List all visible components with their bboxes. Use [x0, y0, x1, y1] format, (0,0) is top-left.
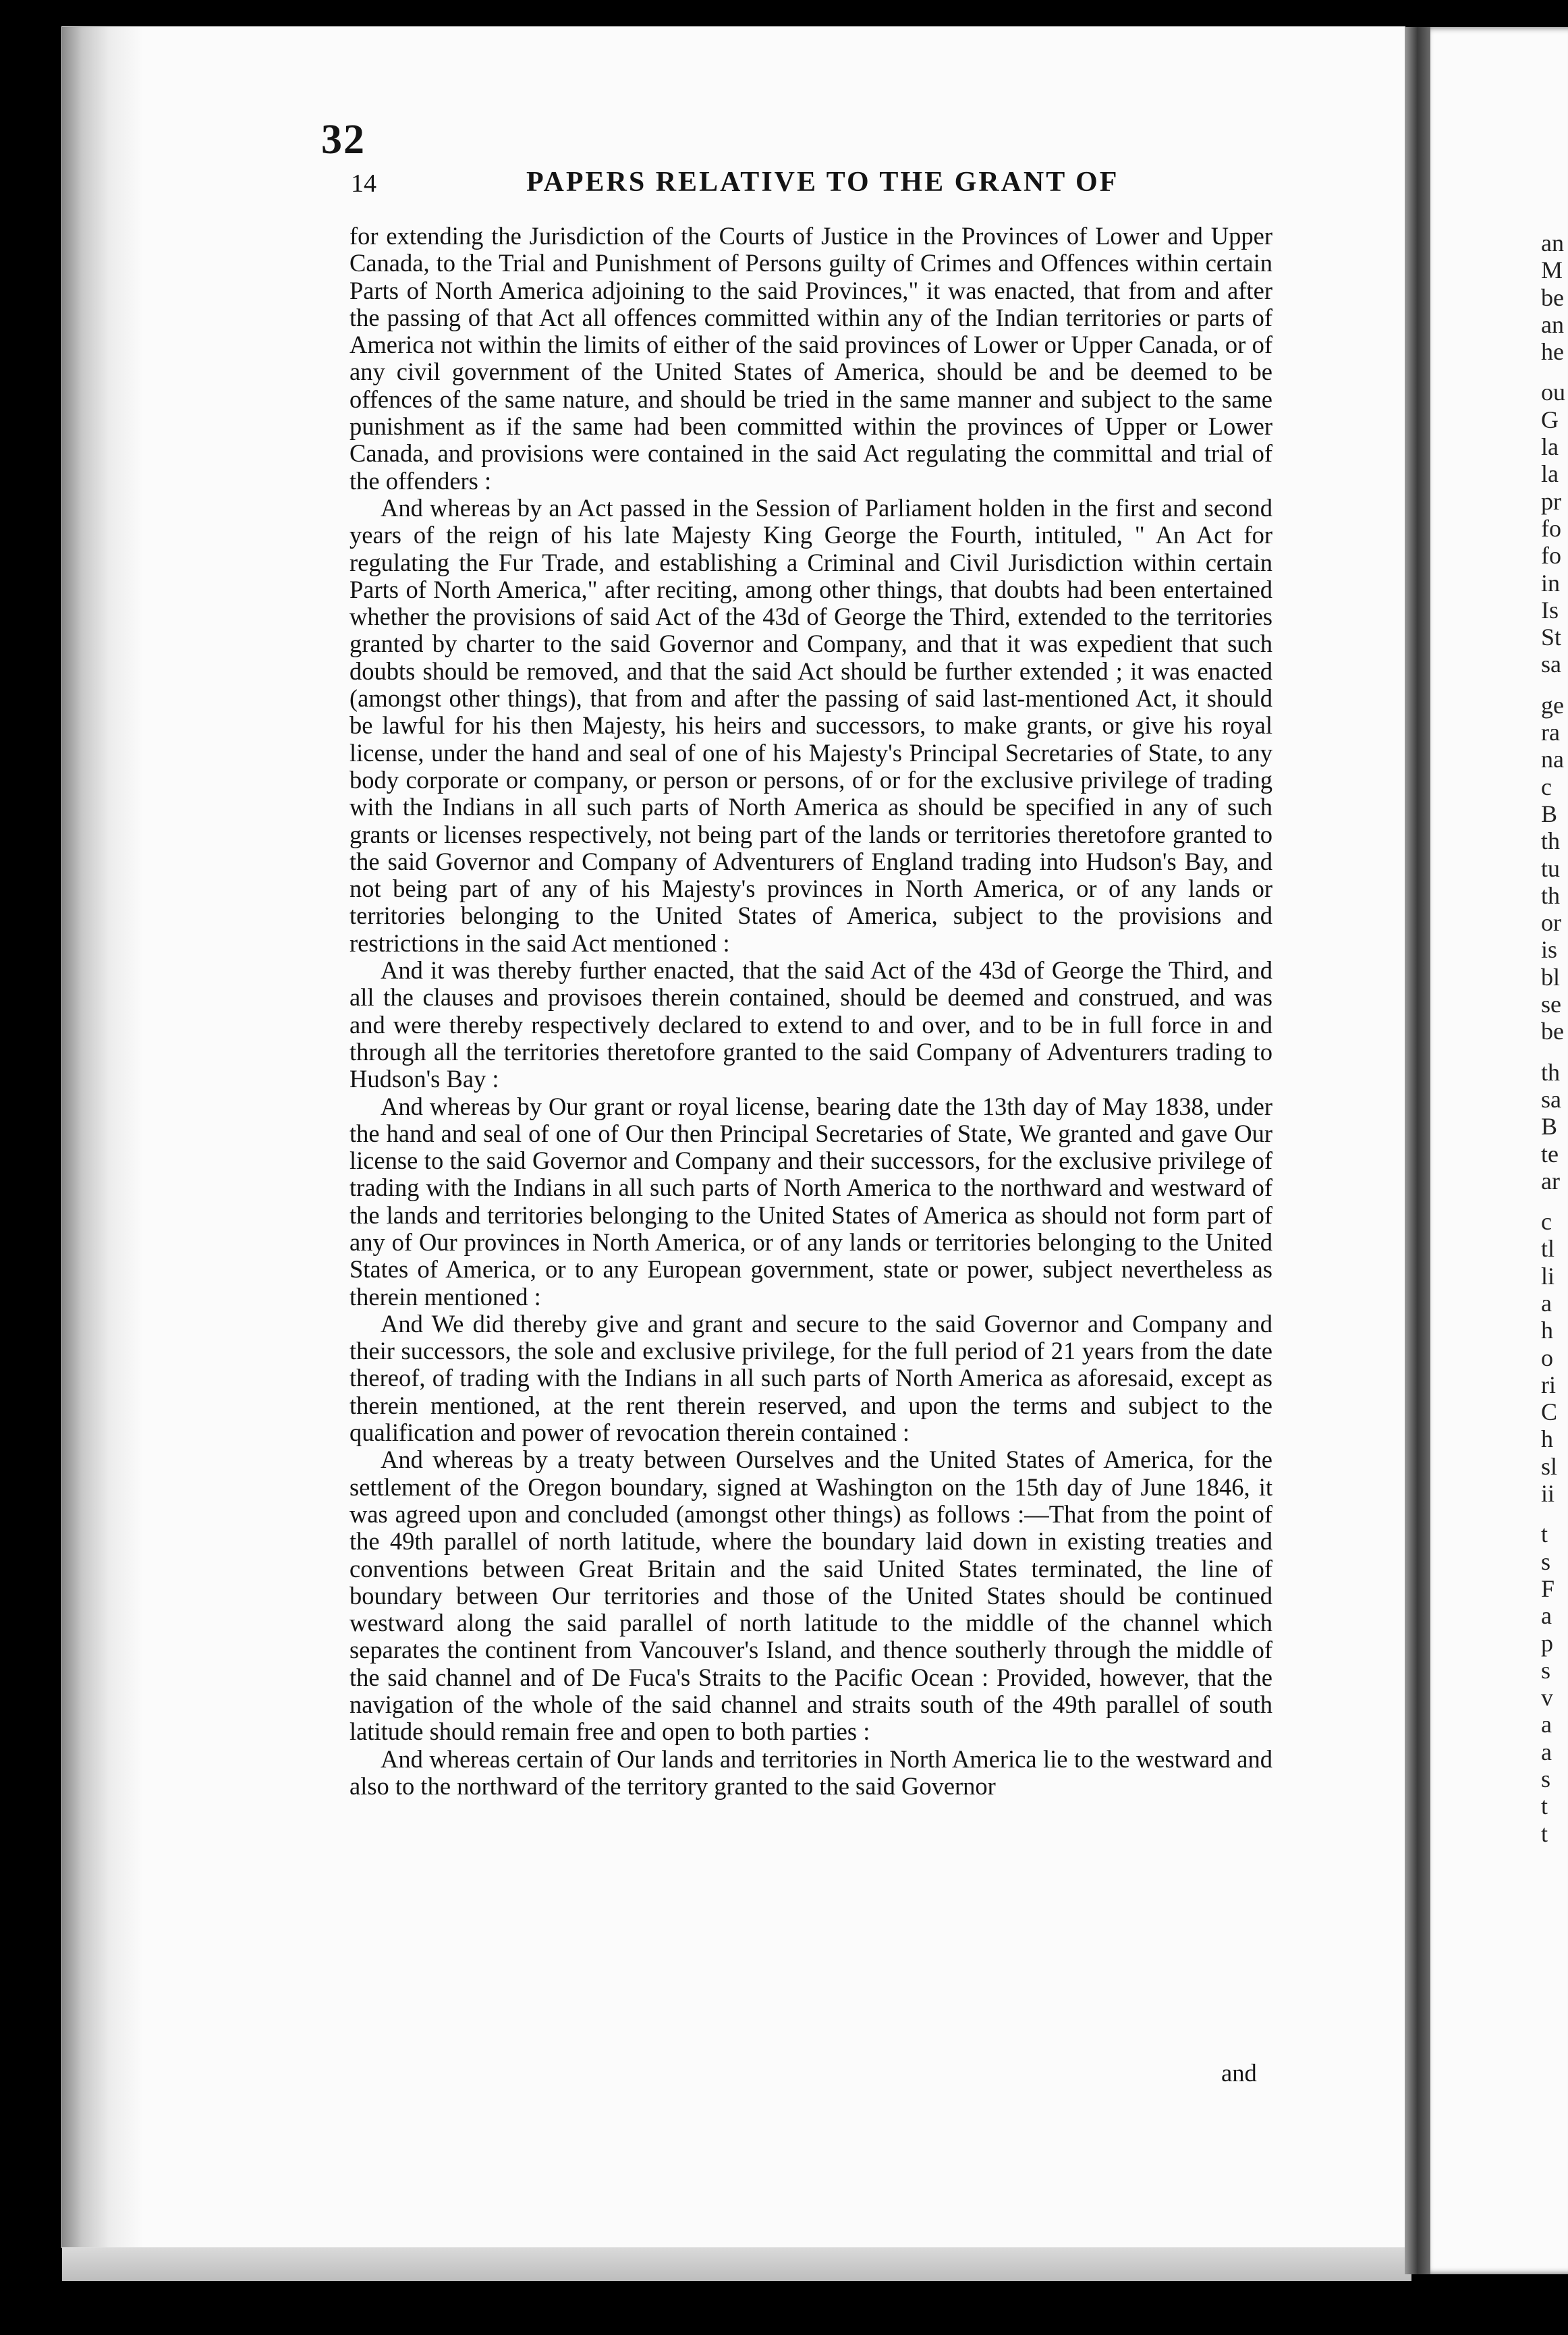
facing-page-text-fragments [1541, 229, 1568, 1847]
facing-page-fragment: t [1541, 1520, 1548, 1548]
facing-page-fragment: fo [1541, 542, 1561, 570]
body-text [349, 223, 1272, 1800]
facing-page-fragment: an [1541, 229, 1564, 256]
facing-page-fragment: tu [1541, 854, 1561, 882]
facing-page-fragment: in [1541, 569, 1561, 597]
facing-page-fragment: ii [1541, 1480, 1555, 1508]
facing-page-fragment: a [1541, 1602, 1552, 1630]
facing-page-fragment: B [1541, 1113, 1558, 1141]
facing-page-fragment: t [1541, 1819, 1548, 1847]
catchword: and [1221, 2059, 1257, 2087]
facing-page-fragment: la [1541, 433, 1559, 461]
facing-page-fragment: h [1541, 1425, 1553, 1453]
facing-page-fragment: se [1541, 991, 1561, 1018]
facing-page-fragment: te [1541, 1140, 1559, 1168]
running-head: PAPERS RELATIVE TO THE GRANT OF [526, 167, 1119, 198]
facing-page-fragment: an [1541, 310, 1564, 338]
facing-page-fragment: Is [1541, 596, 1559, 624]
facing-page-fragment: th [1541, 827, 1561, 855]
facing-page-fragment: t [1541, 1792, 1548, 1820]
facing-page-fragment: pr [1541, 487, 1561, 515]
facing-page-fragment: c [1541, 773, 1552, 800]
facing-page-fragment: p [1541, 1629, 1553, 1657]
paragraph: And whereas by a treaty between Ourselves and the United States of America, for the settlement of the Oregon boundary, signed at Washington on the 15th day of June 1846, it was agreed upon and concluded (amongst other things) as follows :—That from the point of the 49th parallel of north latitude, where the boundary laid down in existing treaties and conventions between Great Britain and the said United States terminated, the line of boundary between Our territories and those of the United States should be continued westward along the said parallel of north latitude to the middle of the channel which separates the continent from Vancouver's Island, and thence southerly through the middle of the said channel and of De Fuca's Straits to the Pacific Ocean : Provided, however, that the navigation of the whole of the said channel and straits south of the 49th parallel of south latitude should remain free and open to both parties : [349, 1446, 1272, 1746]
facing-page-fragment: s [1541, 1547, 1551, 1575]
paragraph: And whereas by an Act passed in the Session of Parliament holden in the first and second years of the reign of his late Majesty King George the Fourth, intituled, " An Act for regulating the Fur Trade, and establishing a Criminal and Civil Jurisdiction within certain Parts of North America," after reciting, among other things, that doubts had been entertained whether the provisions of said Act of the 43d of George the Third, extended to the territories granted by charter to the said Governor and Company, and that it was expedient that such doubts should be removed, and that the said Act should be further extended ; it was enacted (amongst other things), that from and after the passing of said last-mentioned Act, it should be lawful for his then Majesty, his heirs and successors, to make grants, or give his royal license, under the hand and seal of one of his Majesty's Principal Secretaries of State, to any body corporate or company, or person or persons, of or for the exclusive privilege of trading with the Indians in all such parts of North America as should be specified in any of such grants or licenses respectively, not being part of the lands or territories theretofore granted to the said Governor and Company of Adventurers of England trading into Hudson's Bay, and not being part of any of his Majesty's provinces in North America, or of any lands or territories belonging to the United States of America, subject to the provisions and restrictions in the said Act mentioned : [349, 493, 1272, 957]
facing-page-fragment: sl [1541, 1452, 1558, 1480]
facing-page-fragment: na [1541, 746, 1564, 773]
facing-page-fragment: St [1541, 624, 1562, 651]
facing-page-fragment: h [1541, 1317, 1553, 1344]
paragraph: for extending the Jurisdiction of the Courts of Justice in the Provinces of Lower and Upper Canada, to the Trial and Punishment of Persons guilty of Crimes and Offences within certain Parts of North America adjoining to the said Provinces," it was enacted, that from and after the passing of that Act all offences committed within any of the Indian territories or parts of America not within the limits of either of the said provinces of Lower or Upper Canada, or of any civil government of the United States of America, should be and be deemed to be offences of the same nature, and should be tried in the same manner and subject to the same punishment as if the same had been committed within the provinces of Upper or Lower Canada, and provisions were contained in the said Act regulating the committal and trial of the offenders : [349, 222, 1272, 495]
facing-page-fragment: sa [1541, 1085, 1561, 1113]
paragraph: And whereas certain of Our lands and territories in North America lie to the westward and also to the northward of the territory granted to the said Governor [349, 1745, 1272, 1800]
facing-page-fragment: sa [1541, 651, 1561, 678]
facing-page-fragment: B [1541, 800, 1558, 827]
facing-page-fragment: la [1541, 460, 1559, 488]
facing-page-fragment: C [1541, 1398, 1558, 1426]
facing-page-fragment [1541, 365, 1568, 379]
facing-page-fragment [1541, 1045, 1568, 1059]
facing-page-fragment: a [1541, 1289, 1552, 1317]
facing-page-fragment: a [1541, 1711, 1552, 1738]
facing-page-fragment: ar [1541, 1167, 1560, 1194]
facing-page-fragment: o [1541, 1344, 1553, 1371]
facing-page-fragment: tl [1541, 1235, 1555, 1263]
paragraph: And whereas by Our grant or royal license, bearing date the 13th day of May 1838, under the hand and seal of one of Our then Principal Secretaries of State, We granted and gave Our license to the said Governor and Company and their successors, for the exclusive privilege of trading with the Indians in all such parts of North America to the northward and westward of the lands and territories belonging to the United States of America as should not form part of any of Our provinces in North America, or of any lands or territories belonging to the United States of America, or to any European government, state or power, subject nevertheless as therein mentioned : [349, 1092, 1272, 1311]
facing-page-fragment: a [1541, 1738, 1552, 1765]
facing-page-fragment: fo [1541, 514, 1561, 542]
paragraph: And We did thereby give and grant and secure to the said Governor and Company and their successors, the sole and exclusive privilege, for the full period of 21 years from the date thereof, of trading with the Indians in all such parts of North America as aforesaid, except as therein mentioned, at the rent therein reserved, and upon the terms and subject to the qualification and power of revocation therein contained : [349, 1309, 1272, 1447]
paragraph: And it was thereby further enacted, that the said Act of the 43d of George the Third, and all the clauses and provisoes therein contained, should be deemed and construed, and was and were thereby respectively declared to extend to and over, and to be in full force in and through all the territories theretofore granted to the said Company of Adventurers trading to Hudson's Bay : [349, 956, 1272, 1093]
facing-page-fragment: ou [1541, 379, 1565, 406]
facing-page-fragment: M [1541, 256, 1563, 284]
page-number: 14 [351, 169, 376, 198]
facing-page-fragment: ge [1541, 691, 1564, 719]
facing-page-fragment: be [1541, 1018, 1564, 1045]
facing-page-fragment: be [1541, 283, 1564, 311]
facing-page-fragment: v [1541, 1684, 1553, 1711]
facing-page-fragment: s [1541, 1765, 1551, 1793]
facing-page-fragment: G [1541, 406, 1559, 433]
facing-page-fragment: is [1541, 936, 1558, 964]
facing-page-fragment: th [1541, 1058, 1561, 1086]
folio-number: 32 [321, 117, 366, 163]
facing-page-fragment: he [1541, 338, 1564, 366]
facing-page-fragment: bl [1541, 963, 1561, 991]
facing-page-fragment: s [1541, 1656, 1551, 1684]
facing-page-fragment: or [1541, 909, 1561, 937]
facing-page-fragment: F [1541, 1574, 1555, 1602]
facing-page-fragment: c [1541, 1208, 1552, 1236]
facing-page-fragment [1541, 1507, 1568, 1520]
facing-page-fragment: ri [1541, 1371, 1556, 1398]
book-gutter [1405, 27, 1430, 2274]
facing-page-fragment [1541, 678, 1568, 692]
facing-page-fragment: li [1541, 1262, 1555, 1290]
facing-page-fragment: ra [1541, 719, 1560, 746]
facing-page-fragment [1541, 1194, 1568, 1208]
facing-page-fragment: th [1541, 881, 1561, 909]
